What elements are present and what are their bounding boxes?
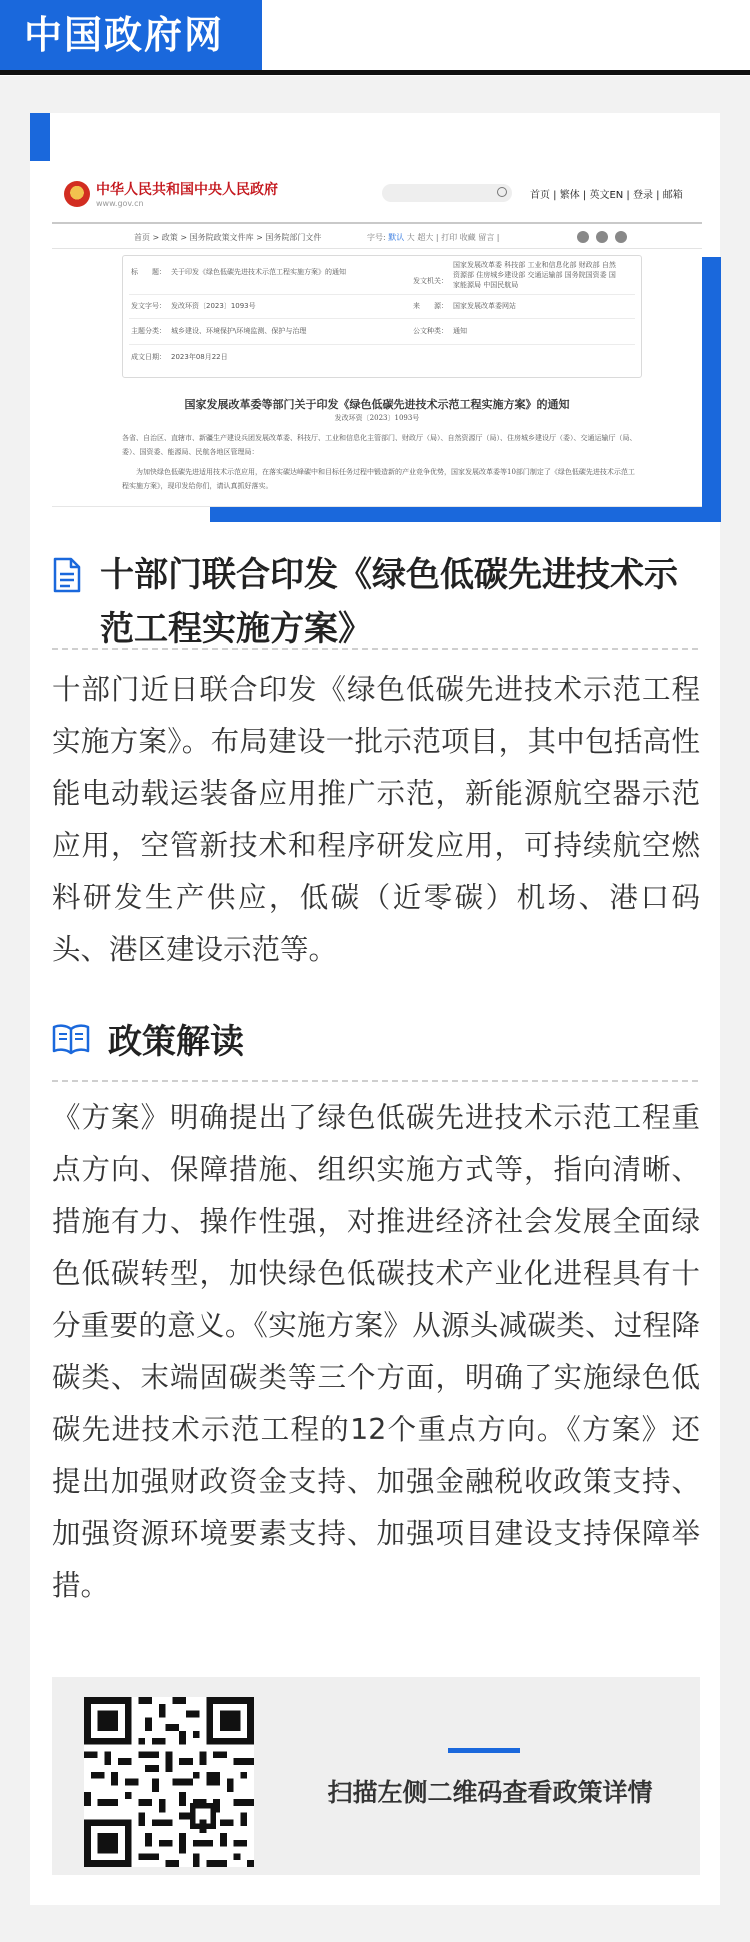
site-url: www.gov.cn — [96, 199, 144, 208]
dashed-divider — [52, 1080, 698, 1082]
tool-font-xlarge[interactable]: 超大 — [417, 233, 434, 242]
interpretation-paragraph: 《方案》明确提出了绿色低碳先进技术示范工程重点方向、保障措施、组织实施方式等，指向清晰、措施有力、操作性强，对推进经济社会发展全面绿色低碳转型，加快绿色低碳技术产业化进程具有十分重要的意义。《实施方案》从源头减碳类、过程降碳类、末端固碳类等三个方面，明确了实施绿色低碳先进技术示范工程的12个重点方向。《方案》还提出加强财政资金支持、加强金融税收政策支持、加强资源环境要素支持、加强项目建设支持保障举措。 — [52, 1101, 700, 1602]
doc-number: 发改环资〔2023〕1093号 — [334, 414, 420, 422]
info-org-value: 资源部 住房城乡建设部 交通运输部 国务院国资委 国 — [453, 271, 616, 279]
qr-caption: 扫描左侧二维码查看政策详情 — [327, 1778, 653, 1807]
info-type-label: 公文种类： — [413, 327, 448, 335]
qr-caption-accent — [448, 1748, 520, 1753]
top-header — [0, 0, 750, 76]
weibo-icon[interactable] — [577, 231, 589, 243]
brand-logo[interactable]: 中国政府网 — [0, 0, 262, 70]
info-docno-label: 发文字号： — [131, 302, 166, 310]
share-icons[interactable] — [577, 228, 634, 247]
info-divider — [129, 318, 635, 319]
document-info-table — [122, 255, 642, 378]
doc-title: 国家发展改革委等部门关于印发《绿色低碳先进技术示范工程实施方案》的通知 — [184, 398, 570, 411]
tool-font-default[interactable]: 默认 — [388, 233, 405, 242]
info-title-label: 标 题： — [131, 268, 166, 276]
policy-page-screenshot[interactable] — [52, 164, 702, 507]
breadcrumb[interactable]: 首页 > 政策 > 国务院政策文件库 > 国务院部门文件 — [134, 233, 322, 242]
doc-intro: 为加快绿色低碳先进适用技术示范应用，在落实碳达峰碳中和目标任务过程中锻造新的产业竞争优势，国家发展改革委等10部门制定了《绿色低碳先进技术示范工程实施方案》，现印发给你们，请认真抓好落实。 — [122, 468, 635, 490]
screenshot-frame-right — [700, 257, 721, 522]
section-news-title: 十部门联合印发《绿色低碳先进技术示范工程实施方案》 — [100, 555, 678, 649]
crumb-divider — [52, 248, 702, 249]
document-icon — [52, 557, 82, 593]
news-paragraph: 十部门近日联合印发《绿色低碳先进技术示范工程实施方案》。布局建设一批示范项目，其中包括高性能电动载运装备应用推广示范，新能源航空器示范应用，空管新技术和程序研发应用，可持续航空燃料研发生产供应，低碳（近零碳）机场、港口码头、港区建设示范等。 — [52, 673, 700, 966]
search-input[interactable] — [382, 184, 512, 202]
open-book-icon — [52, 1023, 90, 1055]
tool-message[interactable]: 留言 — [478, 233, 495, 242]
screenshot-frame-bottom — [210, 505, 721, 522]
info-source-label: 来 源： — [413, 302, 448, 310]
info-org-value: 国家发展改革委 科技部 工业和信息化部 财政部 自然 — [453, 261, 616, 269]
info-divider — [129, 344, 635, 345]
site-name: 中华人民共和国中央人民政府 — [96, 182, 278, 198]
header-divider — [0, 70, 750, 75]
section-news-heading — [52, 548, 680, 656]
wechat-icon[interactable] — [596, 231, 608, 243]
tool-font-large[interactable]: 大 — [406, 233, 415, 242]
doc-recipients: 各省、自治区、直辖市、新疆生产建设兵团发展改革委、科技厅、工业和信息化主管部门、财政厅（局）、自然资源厅（局）、住房城乡建设厅（委）、交通运输厅（局、委）、国资委、能源局、民航各地区管理局： — [122, 434, 637, 456]
share-icon[interactable] — [615, 231, 627, 243]
doc-body — [122, 431, 640, 499]
emblem-icon — [64, 181, 90, 207]
nav-divider — [52, 222, 702, 224]
top-nav[interactable]: 首页 | 繁体 | 英文EN | 登录 | 邮箱 — [530, 190, 683, 201]
qr-code[interactable] — [84, 1697, 254, 1867]
info-docno-value: 发改环资〔2023〕1093号 — [171, 302, 256, 310]
info-org-value: 家能源局 中国民航局 — [453, 281, 519, 289]
section-interpretation-title: 政策解读 — [108, 1022, 244, 1062]
tool-print[interactable]: 打印 — [441, 233, 458, 242]
info-source-value: 国家发展改革委网站 — [453, 302, 516, 310]
info-type-value: 通知 — [453, 327, 467, 335]
info-divider — [129, 294, 635, 295]
tool-sep: | — [435, 233, 439, 242]
info-org-label: 发文机关： — [413, 277, 448, 285]
info-topic-value: 城乡建设、环境保护\环境监测、保护与治理 — [171, 327, 307, 335]
info-title-value: 关于印发《绿色低碳先进技术示范工程实施方案》的通知 — [171, 268, 346, 276]
section-interpretation-heading — [52, 1015, 244, 1069]
info-date-label: 成文日期： — [131, 353, 166, 361]
card-accent-bar — [30, 113, 50, 161]
tool-font-label: 字号: — [367, 233, 386, 242]
info-topic-label: 主题分类： — [131, 327, 166, 335]
font-size-tools[interactable] — [367, 232, 499, 243]
dashed-divider — [52, 648, 698, 650]
info-date-value: 2023年08月22日 — [171, 353, 228, 361]
tool-sep: | — [496, 233, 500, 242]
search-icon[interactable] — [497, 187, 507, 197]
tool-favorite[interactable]: 收藏 — [459, 233, 476, 242]
